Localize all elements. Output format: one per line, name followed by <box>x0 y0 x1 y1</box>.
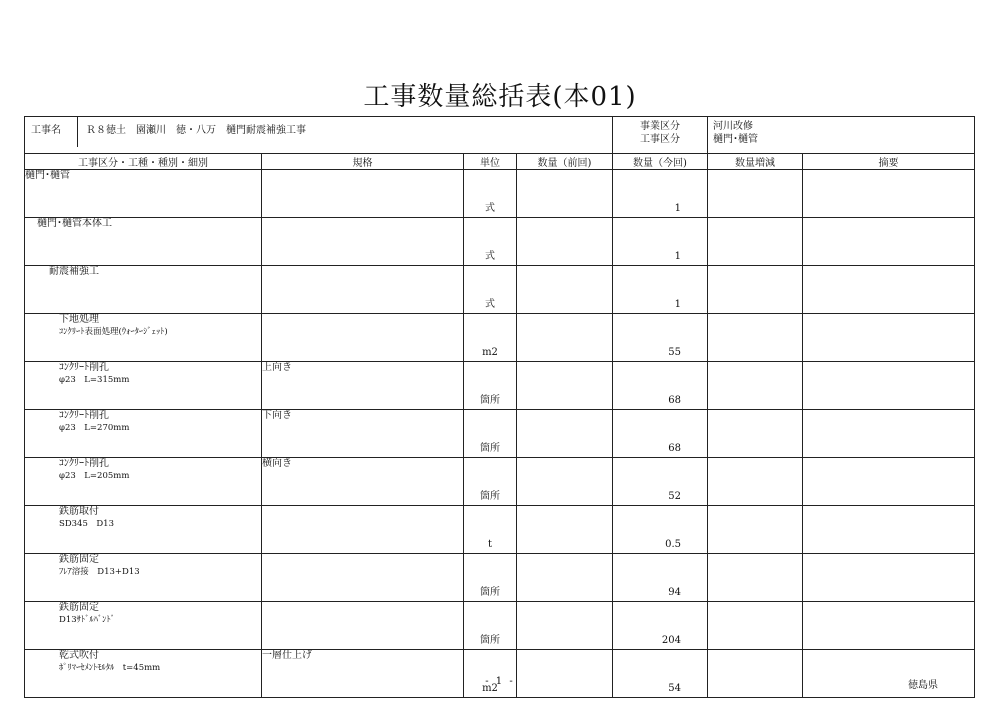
spec-cell: 上向き <box>262 362 464 410</box>
qty-curr-cell: 94 <box>613 554 708 602</box>
column-header-spec: 規格 <box>262 154 464 170</box>
work-item-detail: SD345 D13 <box>59 519 114 529</box>
work-item-cell <box>25 554 262 602</box>
qty-diff-cell <box>708 362 803 410</box>
category-labels <box>613 117 708 154</box>
remarks-cell <box>803 314 975 362</box>
table-row <box>25 602 975 650</box>
work-category-label: 工事区分 <box>640 134 680 145</box>
column-header-row <box>25 154 975 170</box>
qty-prev-cell <box>517 650 613 698</box>
table-body <box>25 170 975 698</box>
spec-cell <box>262 314 464 362</box>
table-row <box>25 266 975 314</box>
work-item-detail: ﾎﾟﾘﾏｰｾﾒﾝﾄﾓﾙﾀﾙ t=45mm <box>59 663 161 673</box>
qty-prev-cell <box>517 170 613 218</box>
work-item-detail: D13ｻﾄﾞﾙﾊﾞﾝﾄﾞ <box>59 615 115 625</box>
work-item-detail: φ23 L=205mm <box>59 471 130 481</box>
unit-cell: 式 <box>464 218 517 266</box>
table-row <box>25 554 975 602</box>
table-row <box>25 410 975 458</box>
project-name-label: 工事名 <box>25 117 78 147</box>
qty-curr-cell: 1 <box>613 170 708 218</box>
page-title: 工事数量総括表(本01) <box>363 82 637 112</box>
qty-diff-cell <box>708 650 803 698</box>
spec-cell <box>262 170 464 218</box>
qty-curr-cell: 54 <box>613 650 708 698</box>
unit-cell: 式 <box>464 170 517 218</box>
remarks-cell <box>803 458 975 506</box>
unit-cell: 箇所 <box>464 410 517 458</box>
work-item-name: 下地処理 <box>59 314 99 325</box>
qty-curr-cell: 55 <box>613 314 708 362</box>
spec-cell <box>262 554 464 602</box>
remarks-cell <box>803 362 975 410</box>
unit-cell: 箇所 <box>464 458 517 506</box>
business-category-label: 事業区分 <box>640 121 680 132</box>
spec-cell: 下向き <box>262 410 464 458</box>
qty-curr-cell: 68 <box>613 410 708 458</box>
spec-cell: 横向き <box>262 458 464 506</box>
column-header-qty-diff: 数量増減 <box>708 154 803 170</box>
table-row <box>25 218 975 266</box>
work-item-cell <box>25 410 262 458</box>
qty-diff-cell <box>708 218 803 266</box>
work-item-name: 鉄筋取付 <box>59 506 99 517</box>
work-item-name: 樋門･樋管本体工 <box>37 218 112 229</box>
unit-cell: 箇所 <box>464 602 517 650</box>
work-item-cell <box>25 602 262 650</box>
remarks-cell <box>803 410 975 458</box>
organization-name: 徳島県 <box>908 680 938 691</box>
category-values <box>708 117 975 154</box>
qty-prev-cell <box>517 506 613 554</box>
business-category-value: 河川改修 <box>713 121 753 132</box>
page-number: - 1 - <box>485 676 515 687</box>
unit-cell: 箇所 <box>464 554 517 602</box>
remarks-cell <box>803 554 975 602</box>
qty-prev-cell <box>517 554 613 602</box>
qty-diff-cell <box>708 314 803 362</box>
qty-diff-cell <box>708 554 803 602</box>
work-item-cell <box>25 650 262 698</box>
qty-prev-cell <box>517 266 613 314</box>
work-item-name: 鉄筋固定 <box>59 602 99 613</box>
project-header-row <box>25 117 975 154</box>
qty-diff-cell <box>708 170 803 218</box>
column-header-qty-curr: 数量（今回) <box>613 154 708 170</box>
table-row <box>25 458 975 506</box>
spec-cell <box>262 506 464 554</box>
remarks-cell <box>803 266 975 314</box>
work-item-cell <box>25 218 262 266</box>
qty-prev-cell <box>517 410 613 458</box>
remarks-cell <box>803 218 975 266</box>
column-header-qty-prev: 数量（前回) <box>517 154 613 170</box>
qty-prev-cell <box>517 362 613 410</box>
unit-cell: 式 <box>464 266 517 314</box>
work-item-cell <box>25 362 262 410</box>
qty-prev-cell <box>517 458 613 506</box>
column-header-work-item: 工事区分・工種・種別・細別 <box>25 154 262 170</box>
work-category-value: 樋門･樋管 <box>713 134 758 145</box>
spec-cell <box>262 266 464 314</box>
qty-prev-cell <box>517 602 613 650</box>
work-item-detail: φ23 L=315mm <box>59 375 130 385</box>
remarks-cell <box>803 170 975 218</box>
work-item-cell <box>25 506 262 554</box>
qty-diff-cell <box>708 602 803 650</box>
qty-diff-cell <box>708 506 803 554</box>
work-item-cell <box>25 314 262 362</box>
work-item-detail: φ23 L=270mm <box>59 423 130 433</box>
work-item-detail: ﾌﾚｱ溶接 D13+D13 <box>59 567 140 577</box>
table-row <box>25 362 975 410</box>
work-item-detail: ｺﾝｸﾘｰﾄ表面処理(ｳｫｰﾀｰｼﾞｪｯﾄ) <box>59 327 168 337</box>
work-item-name: 乾式吹付 <box>59 650 99 661</box>
table-row <box>25 650 975 698</box>
remarks-cell <box>803 506 975 554</box>
quantity-summary-table <box>24 116 975 698</box>
qty-prev-cell <box>517 314 613 362</box>
project-name-value: Ｒ８徳土 園瀬川 徳・八万 樋門耐震補強工事 <box>86 125 306 136</box>
column-header-unit: 単位 <box>464 154 517 170</box>
table-row <box>25 314 975 362</box>
table-row <box>25 506 975 554</box>
work-item-name: ｺﾝｸﾘｰﾄ削孔 <box>59 362 109 373</box>
qty-prev-cell <box>517 218 613 266</box>
unit-cell: t <box>464 506 517 554</box>
qty-diff-cell <box>708 410 803 458</box>
work-item-cell <box>25 170 262 218</box>
work-item-name: 耐震補強工 <box>49 266 99 277</box>
work-item-name: ｺﾝｸﾘｰﾄ削孔 <box>59 458 109 469</box>
qty-curr-cell: 68 <box>613 362 708 410</box>
work-item-cell <box>25 458 262 506</box>
spec-cell: 一層仕上げ <box>262 650 464 698</box>
column-header-remarks: 摘要 <box>803 154 975 170</box>
qty-curr-cell: 0.5 <box>613 506 708 554</box>
unit-cell: m2 <box>464 650 517 698</box>
qty-curr-cell: 1 <box>613 218 708 266</box>
qty-diff-cell <box>708 266 803 314</box>
qty-diff-cell <box>708 458 803 506</box>
spec-cell <box>262 602 464 650</box>
unit-cell: m2 <box>464 314 517 362</box>
remarks-cell <box>803 602 975 650</box>
spec-cell <box>262 218 464 266</box>
remarks-cell <box>803 650 975 698</box>
table-row <box>25 170 975 218</box>
qty-curr-cell: 52 <box>613 458 708 506</box>
qty-curr-cell: 1 <box>613 266 708 314</box>
qty-curr-cell: 204 <box>613 602 708 650</box>
work-item-cell <box>25 266 262 314</box>
unit-cell: 箇所 <box>464 362 517 410</box>
work-item-name: ｺﾝｸﾘｰﾄ削孔 <box>59 410 109 421</box>
work-item-name: 樋門･樋管 <box>25 170 70 181</box>
work-item-name: 鉄筋固定 <box>59 554 99 565</box>
